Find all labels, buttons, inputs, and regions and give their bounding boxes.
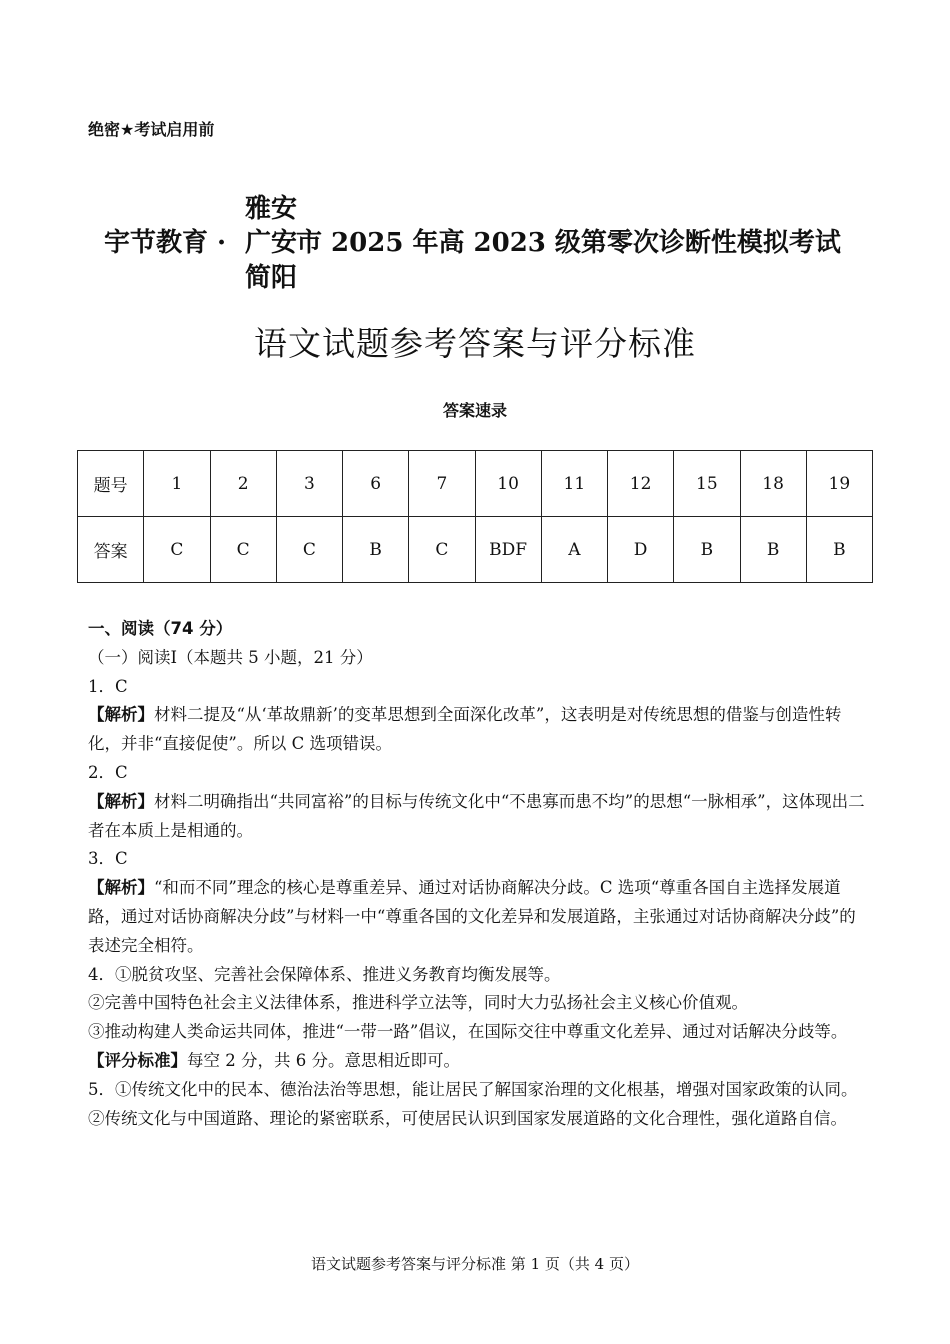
document-subtitle: 语文试题参考答案与评分标准 — [254, 324, 696, 363]
q4-scoring — [88, 1047, 868, 1076]
title-prefix: 宇节教育 · — [104, 228, 227, 258]
analysis-label: 【解析】 — [88, 705, 154, 725]
q1-answer: 1．C — [88, 676, 128, 696]
question-number-cell: 10 — [475, 451, 541, 517]
q4-point-2: ②完善中国特色社会主义法律体系，推进科学立法等，同时大力弘扬社会主义核心价值观。 — [88, 993, 748, 1013]
answer-cell: B — [343, 517, 409, 583]
scoring-label: 【评分标准】 — [88, 1050, 187, 1070]
analysis-label: 【解析】 — [88, 878, 154, 898]
q3-analysis-text: “和而不同”理念的核心是尊重差异、通过对话协商解决分歧。C 选项“尊重各国自主选择发展道路，通过对话协商解决分歧”与材料一中“尊重各国的文化差异和发展道路，主张通过对话协商解决分歧”的表述完全相符。 — [88, 878, 856, 955]
q3-analysis — [88, 874, 868, 960]
answer-cell: B — [806, 517, 872, 583]
question-number-cell: 6 — [343, 451, 409, 517]
quick-answer-heading: 答案速录 — [442, 401, 507, 420]
answer-cell: B — [740, 517, 806, 583]
answer-cell: C — [210, 517, 276, 583]
title-city-jianyang: 简阳 — [245, 263, 298, 293]
section-title: 一、阅读（74 分） — [88, 619, 233, 638]
answer-cell: B — [674, 517, 740, 583]
question-number-cell: 2 — [210, 451, 276, 517]
q5-point-2: ②传统文化与中国道路、理论的紧密联系，可使居民认识到国家发展道路的文化合理性，强化道路自信。 — [88, 1108, 847, 1128]
question-number-cell: 11 — [541, 451, 607, 517]
question-number-cell: 7 — [409, 451, 475, 517]
subsection-title: （一）阅读Ⅰ（本题共 5 小题，21 分） — [88, 647, 373, 667]
answer-cell: C — [144, 517, 210, 583]
analysis-label: 【解析】 — [88, 791, 154, 811]
question-number-cell: 18 — [740, 451, 806, 517]
answer-cell: C — [276, 517, 342, 583]
title-city-guangan: 广安 — [245, 228, 298, 258]
question-number-cell: 12 — [608, 451, 674, 517]
exam-title — [0, 164, 950, 293]
answer-cell: C — [409, 517, 475, 583]
q4-scoring-text: 每空 2 分，共 6 分。意思相近即可。 — [187, 1050, 460, 1070]
q2-analysis-text: 材料二明确指出“共同富裕”的目标与传统文化中“不患寡而患不均”的思想“一脉相承”，这体现出二者在本质上是相通的。 — [88, 791, 865, 840]
row-label-answer: 答案 — [78, 517, 144, 583]
question-number-cell: 1 — [144, 451, 210, 517]
answer-cell: A — [541, 517, 607, 583]
question-number-row — [78, 451, 873, 517]
answer-cell: D — [608, 517, 674, 583]
confidential-label: 绝密★考试启用前 — [88, 120, 215, 139]
answer-cell: BDF — [475, 517, 541, 583]
q4-point-3: ③推动构建人类命运共同体，推进“一带一路”倡议，在国际交往中尊重文化差异、通过对话解决分歧等。 — [88, 1022, 848, 1042]
question-number-cell: 3 — [276, 451, 342, 517]
title-city-yaan: 雅安 — [245, 194, 298, 224]
answer-explanations — [88, 615, 868, 1133]
title-rest: 市 2025 年高 2023 级第零次诊断性模拟考试 — [296, 228, 841, 258]
row-label-number: 题号 — [78, 451, 144, 517]
q2-answer: 2．C — [88, 762, 128, 782]
q3-answer: 3．C — [88, 849, 128, 869]
page-footer: 语文试题参考答案与评分标准 第 1 页（共 4 页） — [311, 1255, 639, 1273]
answer-table — [77, 450, 873, 583]
q5-point-1: 5．①传统文化中的民本、德治法治等思想，能让居民了解国家治理的文化根基，增强对国家政策的认同。 — [88, 1079, 858, 1099]
question-number-cell: 19 — [806, 451, 872, 517]
q1-analysis — [88, 701, 868, 759]
q1-analysis-text: 材料二提及“从‘革故鼎新’的变革思想到全面深化改革”，这表明是对传统思想的借鉴与创造性转化，并非“直接促使”。所以 C 选项错误。 — [88, 705, 842, 754]
answer-row — [78, 517, 873, 583]
q2-analysis — [88, 788, 868, 846]
question-number-cell: 15 — [674, 451, 740, 517]
q4-point-1: 4．①脱贫攻坚、完善社会保障体系、推进义务教育均衡发展等。 — [88, 964, 561, 984]
